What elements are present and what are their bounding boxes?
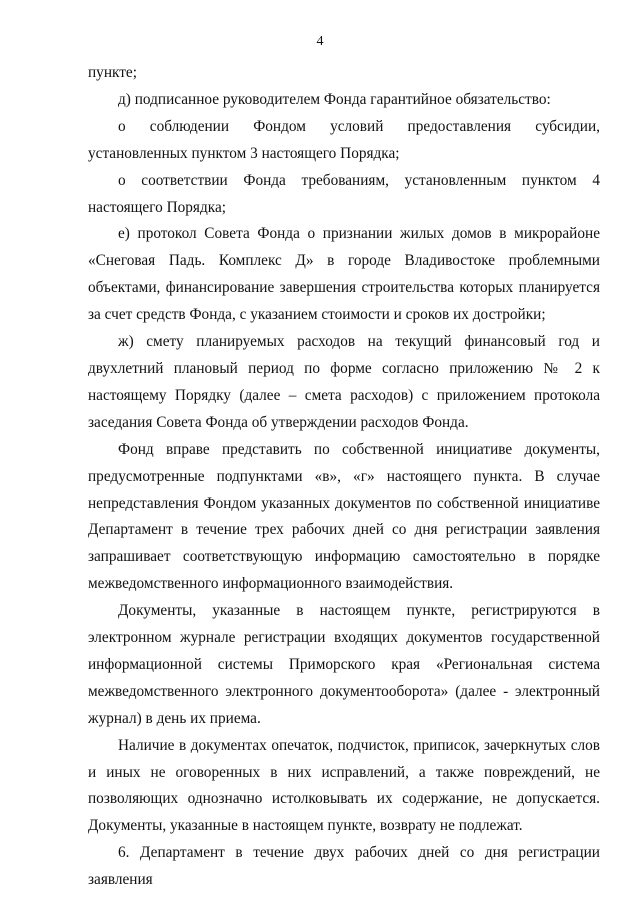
paragraph-fund-initiative: Фонд вправе представить по собственной инициативе документы, предусмотренные подпунктами «в», «г» настоящего пункта. В случае непредставления Фондом указанных документов по собственной инициативе Департамент в течение трех рабочих дней со дня регистрации заявления запрашивает соответствующую информацию самостоятельно в порядке межведомственного информационного взаимодействия.	[88, 440, 600, 593]
paragraph-item-d: д) подписанное руководителем Фонда гарантийное обязательство:	[118, 90, 551, 108]
page-number: 4	[316, 34, 324, 49]
paragraph-item-e: е) протокол Совета Фонда о признании жилых домов в микрорайоне «Снеговая Падь. Комплекс Д» в городе Владивостоке проблемными объектами, финансирование завершения строительства которых планируется за счет средств Фонда, с указанием стоимости и сроков их достройки;	[88, 225, 600, 324]
paragraph-corrections: Наличие в документах опечаток, подчисток, приписок, зачеркнутых слов и иных не оговоренных в них исправлений, а также повреждений, не позволяющих однозначно истолковывать их содержание, не допускается. Документы, указанные в настоящем пункте, возврату не подлежат.	[88, 736, 600, 835]
paragraph-fund-requirements: о соответствии Фонда требованиям, установленным пунктом 4 настоящего Порядка;	[88, 171, 600, 216]
paragraph-item-zh: ж) смету планируемых расходов на текущий финансовый год и двухлетний плановый период по форме согласно приложению № 2 к настоящему Порядку (далее – смета расходов) с приложением протокола заседания Совета Фонда об утверждении расходов Фонда.	[88, 333, 600, 431]
document-body	[88, 60, 600, 894]
paragraph-item-6: 6. Департамент в течение двух рабочих дней со дня регистрации заявления	[88, 844, 600, 889]
paragraph-subsidy-conditions: о соблюдении Фондом условий предоставления субсидии, установленных пунктом 3 настоящего Порядка;	[88, 117, 600, 162]
paragraph-registration: Документы, указанные в настоящем пункте, регистрируются в электронном журнале регистрации входящих документов государственной информационной системы Приморского края «Региональная система межведомственного электронного документооборота» (далее - электронный журнал) в день их приема.	[88, 602, 600, 727]
paragraph-continuation: пункте;	[88, 64, 137, 81]
